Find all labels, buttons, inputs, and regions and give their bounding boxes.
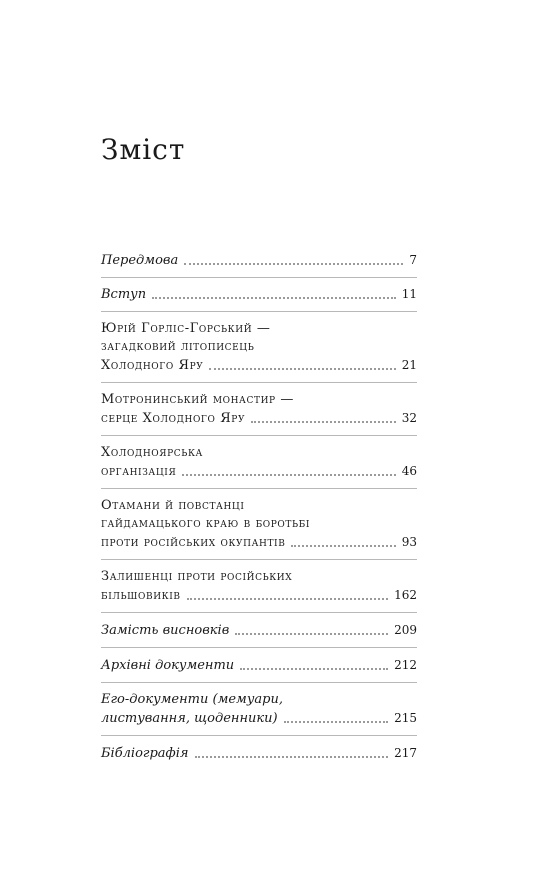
toc-entry-title-line: Вступ [101, 287, 147, 302]
toc-page-number: 32 [401, 411, 417, 425]
toc-entry[interactable] [101, 647, 417, 682]
toc-entry-title-line: Залишенці проти російських [101, 569, 293, 584]
toc-entry-title-line: Передмова [101, 253, 179, 268]
toc-entry[interactable] [101, 488, 417, 559]
toc-entry-title-line: Его-документи (мемуари, [101, 692, 283, 707]
toc-entry-title-line: загадковий літописець [101, 339, 255, 354]
toc-entry-title-line: організація [101, 464, 177, 479]
toc-entry[interactable] [101, 311, 417, 382]
toc-entry-title-line: Холодноярська [101, 445, 203, 460]
dot-leader [251, 420, 396, 423]
toc-entry[interactable] [101, 612, 417, 647]
table-of-contents [101, 243, 417, 770]
toc-entry-title-line: гайдамацького краю в боротьбі [101, 516, 311, 531]
toc-page-number: 93 [401, 535, 417, 549]
toc-entry[interactable] [101, 277, 417, 311]
toc-entry-title-line: листування, щоденники) [101, 711, 278, 726]
dot-leader [291, 544, 395, 547]
toc-entry-title-line: Мотронинський монастир — [101, 392, 295, 407]
dot-leader [187, 597, 389, 600]
dot-leader [209, 367, 395, 370]
toc-entry[interactable] [101, 682, 417, 735]
toc-entry-title-line: Архівні документи [101, 658, 235, 673]
toc-entry-title-line: серце Холодного Яру [101, 411, 246, 426]
toc-entry-title-line: Юрій Горліс-Горський — [101, 321, 271, 336]
toc-page-number: 21 [401, 358, 417, 372]
page-title: Зміст [101, 133, 186, 166]
toc-entry[interactable] [101, 243, 417, 277]
dot-leader [284, 720, 389, 723]
toc-page-number: 215 [394, 711, 417, 725]
dot-leader [182, 473, 395, 476]
dot-leader [240, 667, 388, 670]
toc-page-number: 217 [394, 746, 417, 760]
dot-leader [195, 755, 389, 758]
toc-entry-title-line: Холодного Яру [101, 358, 204, 373]
toc-entry-title-line: Отамани й повстанці [101, 498, 245, 513]
toc-page-number: 46 [401, 464, 417, 478]
toc-page-number: 11 [401, 287, 417, 301]
toc-page-number: 162 [394, 588, 417, 602]
toc-entry[interactable] [101, 559, 417, 612]
dot-leader [152, 296, 396, 299]
toc-page-number: 7 [409, 253, 417, 267]
toc-entry[interactable] [101, 382, 417, 435]
dot-leader [184, 262, 403, 265]
toc-entry-title-line: Бібліографія [101, 746, 189, 761]
toc-entry-title-line: проти російських окупантів [101, 535, 286, 550]
toc-page-number: 209 [394, 623, 417, 637]
toc-entry-title-line: більшовиків [101, 588, 181, 603]
toc-page-number: 212 [394, 658, 417, 672]
toc-entry[interactable] [101, 735, 417, 770]
dot-leader [235, 632, 388, 635]
toc-entry-title-line: Замість висновків [101, 623, 230, 638]
toc-entry[interactable] [101, 435, 417, 488]
